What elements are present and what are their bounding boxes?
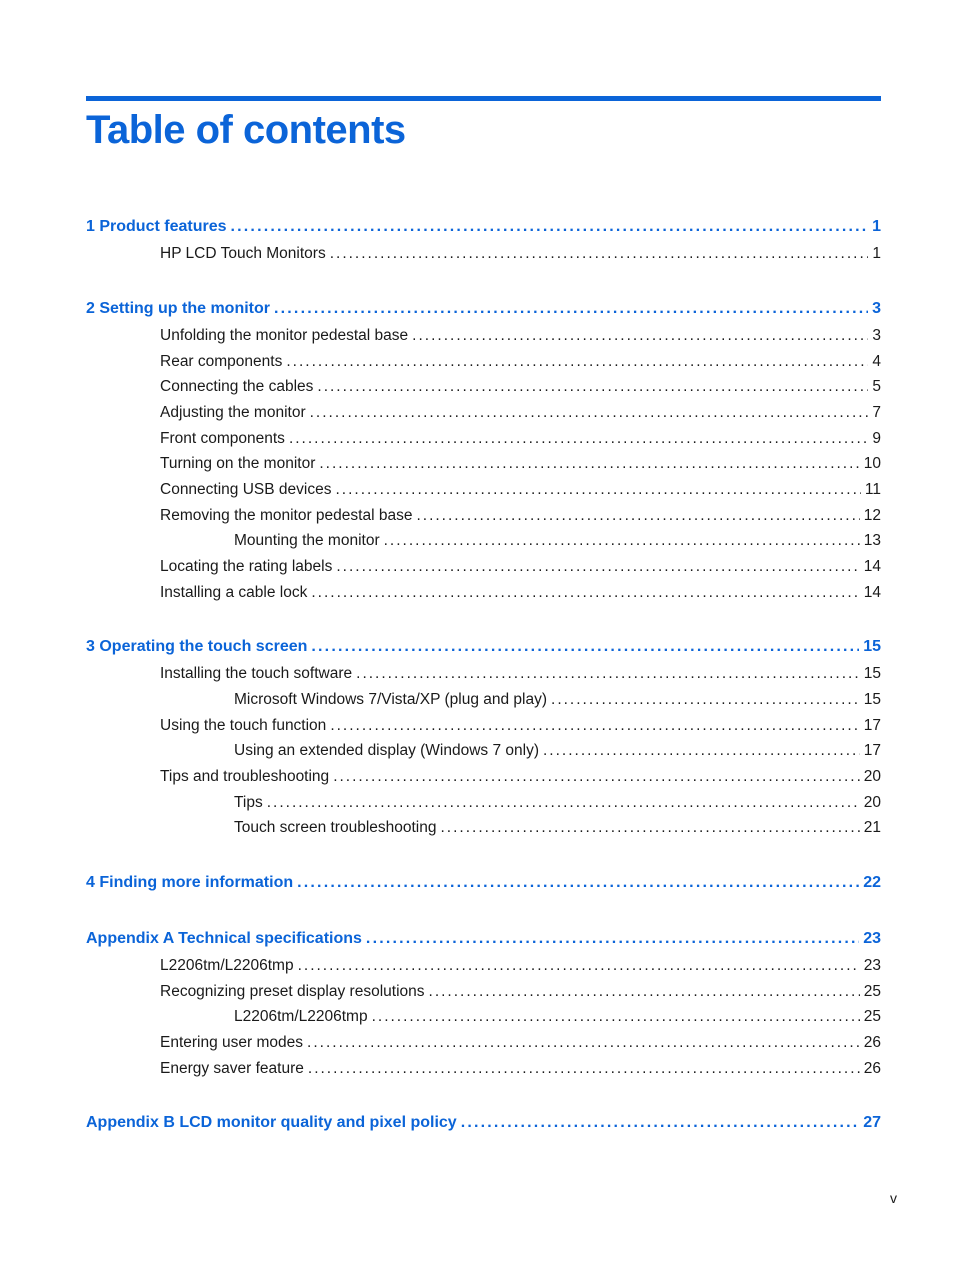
toc-entry-label: Adjusting the monitor — [160, 404, 306, 421]
toc-entry-page: 15 — [863, 691, 881, 708]
toc-entry-label: Recognizing preset display resolutions — [160, 983, 425, 1000]
toc-entry-page: 20 — [863, 794, 881, 811]
dot-leader — [461, 1113, 860, 1133]
toc-subsection-entry[interactable] — [234, 531, 881, 551]
dot-leader — [429, 982, 860, 1002]
toc-section-entry[interactable] — [160, 403, 881, 423]
dot-leader — [335, 480, 860, 500]
dot-leader — [372, 1007, 860, 1027]
toc-section-entry[interactable] — [160, 352, 881, 372]
dot-leader — [311, 637, 859, 657]
toc-chapter-entry[interactable] — [86, 637, 881, 657]
dot-leader — [441, 818, 860, 838]
toc-section-entry[interactable] — [160, 956, 881, 976]
toc-entry-label: Removing the monitor pedestal base — [160, 507, 413, 524]
dot-leader — [311, 583, 859, 603]
toc-entry-label: 1 Product features — [86, 218, 227, 235]
toc-section-entry[interactable] — [160, 557, 881, 577]
dot-leader — [298, 956, 860, 976]
toc-entry-page: 17 — [863, 717, 881, 734]
toc-entry-label: L2206tm/L2206tmp — [234, 1008, 368, 1025]
toc-entry-page: 7 — [872, 404, 881, 421]
toc-chapter-entry[interactable] — [86, 1113, 881, 1133]
dot-leader — [412, 326, 868, 346]
dot-leader — [308, 1059, 860, 1079]
toc-entry-page: 27 — [863, 1114, 881, 1131]
dot-leader — [330, 244, 869, 264]
toc-entry-page: 1 — [872, 245, 881, 262]
dot-leader — [336, 557, 859, 577]
toc-entry-label: 2 Setting up the monitor — [86, 300, 270, 317]
toc-entry-page: 25 — [863, 1008, 881, 1025]
toc-section-entry[interactable] — [160, 480, 881, 500]
dot-leader — [319, 454, 859, 474]
toc-entry-label: L2206tm/L2206tmp — [160, 957, 294, 974]
page-number: v — [890, 1190, 897, 1206]
toc-chapter-entry[interactable] — [86, 929, 881, 949]
toc-section-entry[interactable] — [160, 716, 881, 736]
toc-entry-page: 1 — [872, 218, 881, 235]
toc-entry-label: Turning on the monitor — [160, 455, 316, 472]
toc-section-entry[interactable] — [160, 1033, 881, 1053]
toc-entry-label: HP LCD Touch Monitors — [160, 245, 326, 262]
toc-entry-page: 21 — [863, 819, 881, 836]
toc-entry-page: 9 — [872, 430, 881, 447]
toc-section-entry[interactable] — [160, 244, 881, 264]
toc-entry-page: 23 — [863, 930, 881, 947]
dot-leader — [416, 506, 859, 526]
toc-entry-page: 22 — [863, 874, 881, 891]
dot-leader — [543, 741, 860, 761]
toc-section-entry[interactable] — [160, 1059, 881, 1079]
title-rule — [86, 96, 881, 101]
toc-entry-page: 15 — [863, 638, 881, 655]
dot-leader — [330, 716, 859, 736]
dot-leader — [230, 217, 868, 237]
dot-leader — [274, 299, 868, 319]
page-title: Table of contents — [86, 108, 406, 152]
toc-subsection-entry[interactable] — [234, 741, 881, 761]
toc-entry-page: 17 — [863, 742, 881, 759]
toc-entry-label: Using the touch function — [160, 717, 327, 734]
toc-entry-page: 14 — [863, 558, 881, 575]
toc-chapter-entry[interactable] — [86, 873, 881, 893]
toc-entry-label: Connecting the cables — [160, 378, 314, 395]
toc-entry-label: Installing a cable lock — [160, 584, 308, 601]
toc-entry-page: 25 — [863, 983, 881, 1000]
toc-entry-page: 20 — [863, 768, 881, 785]
toc-section-entry[interactable] — [160, 506, 881, 526]
toc-entry-page: 13 — [863, 532, 881, 549]
toc-section-entry[interactable] — [160, 326, 881, 346]
dot-leader — [384, 531, 860, 551]
toc-entry-label: Energy saver feature — [160, 1060, 304, 1077]
toc-entry-page: 3 — [872, 300, 881, 317]
dot-leader — [551, 690, 860, 710]
toc-section-entry[interactable] — [160, 767, 881, 787]
toc-chapter-entry[interactable] — [86, 217, 881, 237]
toc-entry-label: Installing the touch software — [160, 665, 353, 682]
toc-entry-label: Microsoft Windows 7/Vista/XP (plug and play) — [234, 691, 548, 708]
toc-section-entry[interactable] — [160, 583, 881, 603]
toc-entry-label: Entering user modes — [160, 1034, 304, 1051]
toc-entry-label: Touch screen troubleshooting — [234, 819, 437, 836]
toc-entry-label: Locating the rating labels — [160, 558, 333, 575]
dot-leader — [267, 793, 860, 813]
toc-entry-page: 11 — [864, 481, 881, 498]
toc-entry-page: 12 — [863, 507, 881, 524]
dot-leader — [333, 767, 860, 787]
toc-entry-page: 23 — [863, 957, 881, 974]
toc-entry-label: Tips and troubleshooting — [160, 768, 330, 785]
dot-leader — [307, 1033, 860, 1053]
toc-entry-label: Unfolding the monitor pedestal base — [160, 327, 409, 344]
toc-entry-label: 3 Operating the touch screen — [86, 638, 308, 655]
toc-chapter-entry[interactable] — [86, 299, 881, 319]
toc-entry-label: Tips — [234, 794, 263, 811]
toc-subsection-entry[interactable] — [234, 818, 881, 838]
toc-section-entry[interactable] — [160, 454, 881, 474]
toc-entry-label: Appendix B LCD monitor quality and pixel policy — [86, 1114, 457, 1131]
toc-section-entry[interactable] — [160, 982, 881, 1002]
toc-subsection-entry[interactable] — [234, 690, 881, 710]
toc-section-entry[interactable] — [160, 429, 881, 449]
toc-entry-page: 26 — [863, 1034, 881, 1051]
toc-entry-page: 26 — [863, 1060, 881, 1077]
toc-entry-page: 10 — [863, 455, 881, 472]
toc-entry-page: 14 — [863, 584, 881, 601]
toc-entry-page: 5 — [872, 378, 881, 395]
toc-subsection-entry[interactable] — [234, 1007, 881, 1027]
toc-entry-label: Rear components — [160, 353, 283, 370]
toc-entry-page: 4 — [872, 353, 881, 370]
dot-leader — [289, 429, 868, 449]
dot-leader — [356, 664, 860, 684]
toc-entry-label: Mounting the monitor — [234, 532, 380, 549]
dot-leader — [317, 377, 868, 397]
toc-entry-label: Using an extended display (Windows 7 only) — [234, 742, 539, 759]
toc-section-entry[interactable] — [160, 664, 881, 684]
dot-leader — [286, 352, 868, 372]
toc-entry-label: Appendix A Technical specifications — [86, 930, 362, 947]
toc-entry-page: 3 — [872, 327, 881, 344]
dot-leader — [297, 873, 859, 893]
toc-entry-label: Front components — [160, 430, 285, 447]
dot-leader — [310, 403, 869, 423]
toc-entry-label: 4 Finding more information — [86, 874, 294, 891]
dot-leader — [366, 929, 859, 949]
toc-entry-page: 15 — [863, 665, 881, 682]
toc-section-entry[interactable] — [160, 377, 881, 397]
toc-subsection-entry[interactable] — [234, 793, 881, 813]
toc-entry-label: Connecting USB devices — [160, 481, 332, 498]
